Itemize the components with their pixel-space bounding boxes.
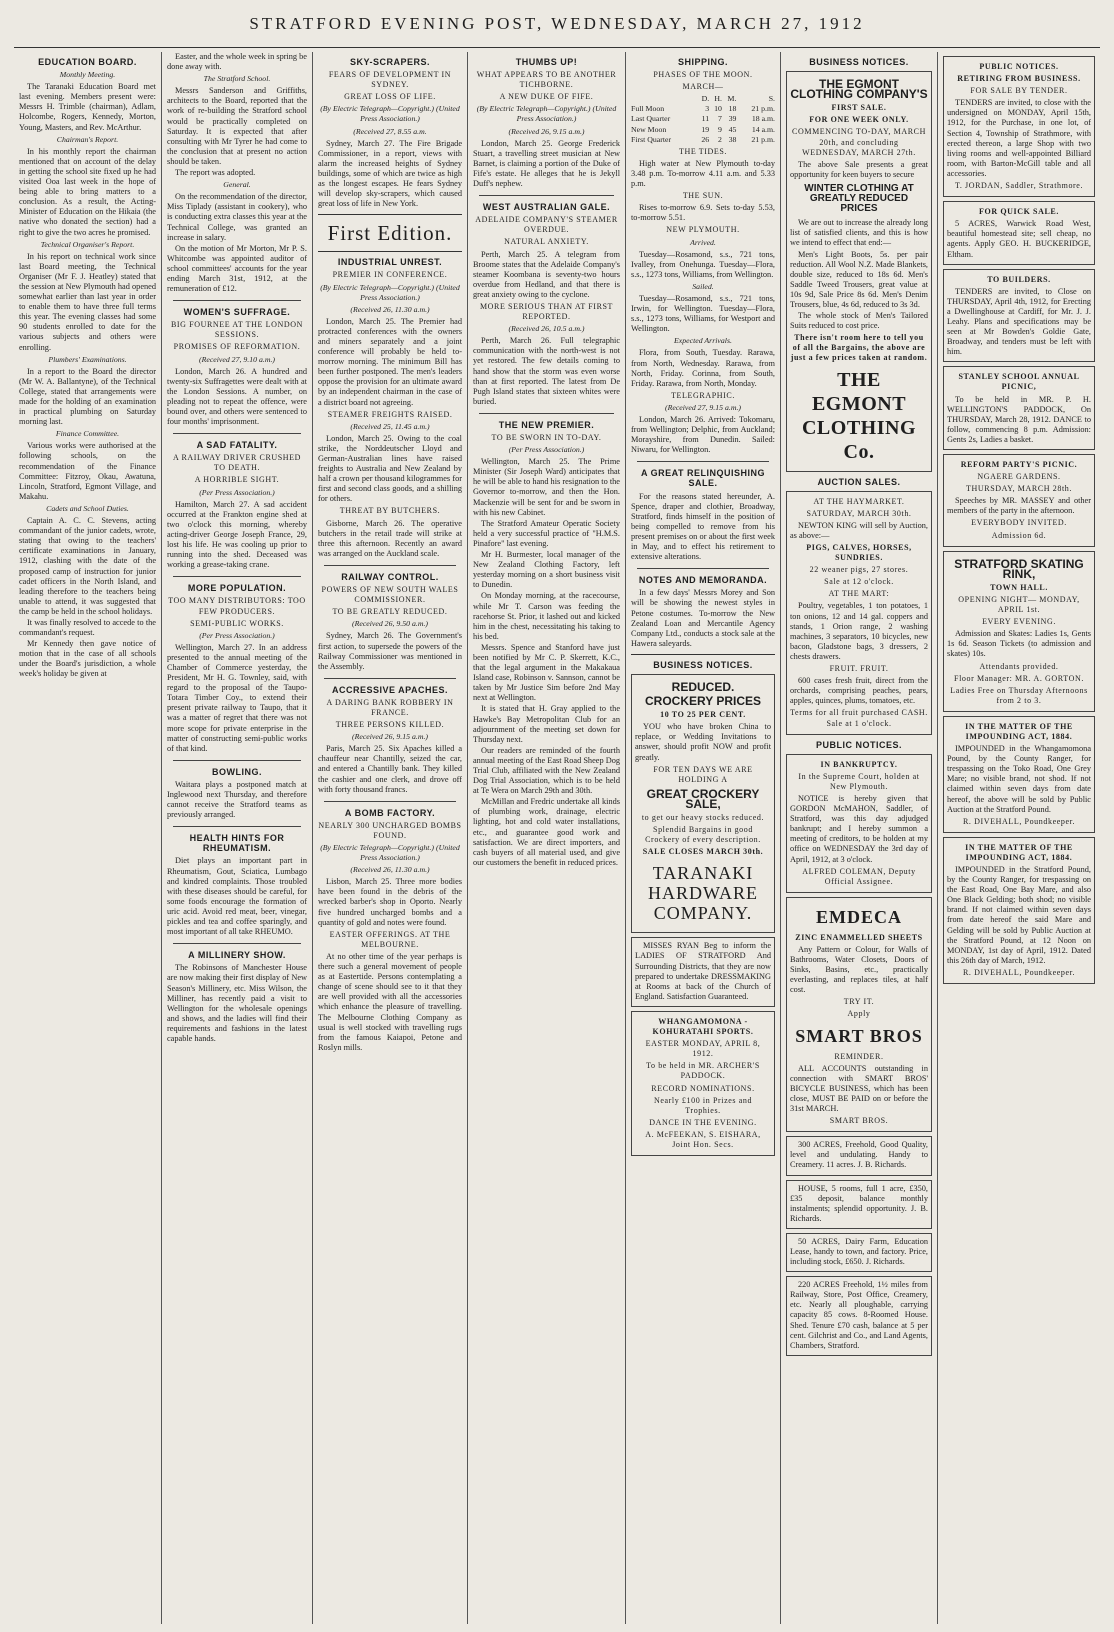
ad-text: AT THE MART: <box>828 589 890 599</box>
ad-quick-sale <box>943 201 1095 264</box>
ad-text: Ladies Free on Thursday Afternoons from 2 to 3. <box>950 685 1088 705</box>
heading-womens-suffrage: WOMEN'S SUFFRAGE. <box>183 307 291 318</box>
moon-table-cell: 26 <box>701 134 710 144</box>
article-text: In a few days' Messrs Morey and Son will be showing the newest styles in Petone costumes. To-morrow the New Zealand Loan and Mercantile Agency Company Ltd., conducts a stock sale at the Hawera saleyards. <box>631 588 775 648</box>
ad-text: THURSDAY, MARCH 28th. <box>966 484 1072 494</box>
heading-shipping: SHIPPING. <box>677 57 728 67</box>
moon-table-cell: 3 <box>705 104 710 114</box>
subheading: NEARLY 300 UNCHARGED BOMBS FOUND. <box>318 820 462 840</box>
moon-table-row <box>631 94 775 104</box>
ad-text: GREAT CROCKERY SALE, <box>646 786 760 811</box>
ad-text: NGAERE GARDENS. <box>977 472 1061 482</box>
press-line: (By Electric Telegraph—Copyright.) (United Press Association.) <box>320 104 460 124</box>
subheading: PROMISES OF REFORMATION. <box>173 342 301 352</box>
article-text: On the motion of Mr Morton, Mr P. S. Whitcombe was appointed auditor of school committees' accounts for the year ending March 31st, 1912, at the remuneration of £12. <box>167 243 307 294</box>
ad-text: MISSES RYAN Beg to inform the LADIES OF STRATFORD And Surrounding Districts, that they are now prepared to undertake DRESSMAKING at Rooms at back of the Church of England. Satisfaction Guaranteed. <box>635 941 771 1001</box>
article-text: Easter, and the whole week in spring be done away with. <box>167 52 307 72</box>
article-text: In his report on technical work since last Board meeting, the Technical Organiser (Mr F. J. Heatley) stated that the session at New Plymouth had opened somewhat earlier than last year in order to enable them to have three full terms this year. The evening classes had some 90 students enrolled to date for the various subjects and others were enrolling. <box>19 251 156 352</box>
moon-table-cell: New Moon <box>631 124 667 134</box>
ad-text: 10 TO 25 PER CENT. <box>660 710 746 720</box>
divider <box>173 576 301 577</box>
moon-table-cell: 38 <box>728 134 737 144</box>
subheading: THREAT BY BUTCHERS. <box>339 506 441 516</box>
moon-table-cell: 14 a.m. <box>751 124 775 134</box>
heading-more-population: MORE POPULATION. <box>187 583 287 594</box>
column-4 <box>468 52 626 1624</box>
ad-text: FOR SALE BY TENDER. <box>970 86 1068 96</box>
ad-text: Nearly £100 in Prizes and Trophies. <box>653 1095 753 1115</box>
subheading: PREMIER IN CONFERENCE. <box>332 270 448 280</box>
article-text: Messrs. Spence and Stanford have just been notified by Mr C. P. Skerrett, K.C., that the legal argument in the Makakaua Island case, Robinson v. Sannson, cannot be taken by Mr Justice Sim before 2nd May next at Wellington. <box>473 642 620 703</box>
subheading: THE SUN. <box>682 191 724 201</box>
ad-text: ZINC ENAMMELLED SHEETS <box>795 932 923 942</box>
heading-west-australian-gale: WEST AUSTRALIAN GALE. <box>482 202 611 213</box>
divider <box>637 568 769 569</box>
ad-text: We are out to increase the already long list of satisfied clients, and this is how we intend to effect that end:— <box>790 218 928 248</box>
moon-table-cell: 19 <box>701 124 710 134</box>
heading-health-hints: HEALTH HINTS FOR RHEUMATISM. <box>189 833 285 854</box>
ad-text: IN THE MATTER OF THE IMPOUNDING ACT, 1884. <box>965 842 1073 862</box>
divider <box>324 801 456 802</box>
article-text: Flora, from South, Tuesday. Rarawa, from North, Wednesday. Rarawa, from North, Friday. Corinna, from South, Friday. Rarawa, from North, Monday. <box>631 348 775 388</box>
article-text: In a report to the Board the director (Mr W. A. Ballantyne), of the Technical College, stated that arrangements were made for the holding of an examination in practical plumbing on Saturday morning last. <box>19 366 156 427</box>
heading-railway-control: RAILWAY CONTROL. <box>341 571 439 582</box>
moon-table-cell: M. <box>727 94 737 104</box>
ad-builders <box>943 269 1095 363</box>
moon-table-row <box>631 125 775 135</box>
moon-table-cell: 21 p.m. <box>751 134 775 144</box>
ad-text: STRATFORD SKATING RINK, <box>954 556 1084 581</box>
subheading: A RAILWAY DRIVER CRUSHED TO DEATH. <box>172 453 302 473</box>
ad-text: NEWTON KING will sell by Auction, as above:— <box>790 520 928 540</box>
ad-text: Floor Manager: MR. A. GORTON. <box>954 673 1084 683</box>
heading-industrial-unrest: INDUSTRIAL UNREST. <box>337 257 443 268</box>
divider <box>324 565 456 566</box>
article-text: Perth, March 25. A telegram from Broome states that the Adelaide Company's steamer Koombana is seventy-two hours overdue from Hedland, and that there is great anxiety owing to the cyclone. <box>473 249 620 299</box>
moon-table-cell: 39 <box>728 114 737 124</box>
article-text: Our readers are reminded of the fourth annual meeting of the East Road Sheep Dog Trial Club, affiliated with the New Zealand Dog Trial Association, which is to be held at Te Wera on March 29th and 30th. <box>473 745 620 796</box>
press-line: (Per Press Association.) <box>199 487 275 497</box>
subheading: TO BE SWORN IN TO-DAY. <box>491 433 602 442</box>
subheading: Plumbers' Examinations. <box>48 354 127 364</box>
article-text: It was finally resolved to accede to the commandant's request. <box>19 617 156 638</box>
heading-millinery-show: A MILLINERY SHOW. <box>188 950 286 961</box>
ad-emdeca <box>786 897 932 1132</box>
first-edition-banner: First Edition. <box>327 221 453 246</box>
ad-text: Admission and Skates: Ladies 1s, Gents 1s 6d. Season Tickets (to admission and skates) 10s. <box>947 629 1091 659</box>
ad-text: FOR TEN DAYS WE ARE HOLDING A <box>653 764 753 784</box>
article-text: London, March 25. Owing to the coal strike, the Norddeutscher Lloyd and German-Australian lines have raised freights to Australia and New Zealand by half a crown per thousand kilogrammes for first and second class goods, and a shilling for others. <box>318 433 462 504</box>
received-line: (Received 26, 11.30 a.m.) <box>350 304 430 314</box>
subheading: MORE SERIOUS THAN AT FIRST REPORTED. <box>479 301 614 322</box>
ad-text: Men's Light Boots, 5s. per pair reduction. All Wool N.Z. Made Blankets, double size, reduced to 18s 6d. Men's Saddle Tweed Trousers, great value at 10s 9d, Sale Price 8s 6d. Men's Denim Trousers, blue, 4s 6d, reduced to 3s 3d. <box>790 249 928 309</box>
heading-thumbs-up: THUMBS UP! <box>515 57 578 67</box>
ad-text: R. DIVEHALL, Poundkeeper. <box>962 967 1076 977</box>
article-text: Diet plays an important part in Rheumatism, Gout, Sciatica, Lumbago and kindred complaints. Those troubled with these diseases should be careful, for some foods encourage the formation of uric acid. Avoid red meat, beer, vinegar, pickles and tea and coffee sparingly, and most important of all take RHEUMO. <box>167 856 307 937</box>
subheading: Finance Committee. <box>55 429 120 439</box>
ad-text: IMPOUNDED in the Stratford Pound, by the County Ranger, for trespassing on the East Road, One Bay Mare, and also One Black Gelding; both shod; no visible brand. If not claimed within seven days from date hereof the said Mare and Gelding will be sold by Public Auction at the Stratford Pound, at 12 Noon on MONDAY, 1st day of April, 1912. Dated this 26th day of March, 1912. <box>947 865 1091 965</box>
article-text: London, March 25. The Premier had protracted conferences with the owners and miners separately and a joint conference will probably be held to-morrow morning. The minimum Bill has been further postponed. The men's leaders oppose the provision for an ultimate award by an independent chairman in the case of a district board not agreeing. <box>318 316 462 407</box>
ad-text: To be held in MR. ARCHER'S PADDOCK. <box>646 1061 760 1081</box>
divider <box>631 654 775 655</box>
heading-auction-sales: AUCTION SALES. <box>817 476 901 487</box>
heading-bomb-factory: A BOMB FACTORY. <box>344 807 436 818</box>
moon-table-heading: MARCH— <box>682 82 724 92</box>
ad-text: TO BUILDERS. <box>987 274 1051 284</box>
ad-text: 5 ACRES, Warwick Road West, beautiful homestead site; sell cheap, no agents. Apply GEO. H. BUCKERIDGE, Eltham. <box>947 219 1091 259</box>
ad-text: to get our heavy stocks reduced. <box>641 813 765 822</box>
ad-emdeca-title: EMDECA <box>816 906 902 927</box>
ad-text: 50 ACRES, Dairy Farm, Education Lease, handy to town, and factory. Price, including stock, £650. J. Richards. <box>790 1236 928 1267</box>
ad-text: FRUIT. FRUIT. <box>829 664 889 674</box>
article-text: Waitara plays a postponed match at Inglewood next Thursday, and therefore cannot receive the Stratford teams as previously arranged. <box>167 779 307 820</box>
divider <box>173 943 301 944</box>
ad-text: HOUSE, 5 rooms, full 1 acre, £350, £35 deposit, balance monthly instalments; splendid opportunity. J. B. Richards. <box>790 1183 928 1223</box>
ad-bankruptcy <box>786 754 932 893</box>
ad-reform-picnic <box>943 454 1095 547</box>
moon-table-cell: 18 <box>728 104 737 114</box>
subheading: BIG FOURNEE AT THE LONDON SESSIONS. <box>170 320 304 340</box>
ad-text: EVERYBODY INVITED. <box>971 518 1067 528</box>
divider <box>637 461 769 462</box>
article-text: The report was adopted. <box>175 168 256 178</box>
moon-table-cell: Last Quarter <box>631 114 671 124</box>
press-line: (Per Press Association.) <box>508 445 585 455</box>
received-line: (Received 27, 9.15 a.m.) <box>665 402 741 412</box>
heading-business-notices: BUSINESS NOTICES. <box>653 659 753 670</box>
article-text: Sydney, March 27. The Fire Brigade Commissioner, in a report, views with alarm the increased heights of Sydney buildings, some of which are twice as high as the longest escapes. He fears Sydney will develop sky-scrapers, which caused great loss of life in New York. <box>318 138 462 209</box>
article-text: Hamilton, March 27. A sad accident occurred at the Frankton engine shed at two o'clock this morning, whereby acting-driver George Joseph France, 29, lost his life. He was cooling up prior to running into the shed. Deceased was working a grease-taking crane. <box>167 499 307 570</box>
moon-table-row <box>631 104 775 114</box>
ad-text: A. McFEEKAN, S. EISHARA, Joint Hon. Secs. <box>645 1129 761 1149</box>
ad-text: NOTICE is hereby given that GORDON McMAHON, Saddler, of Stratford, was this day adjudged bankrupt; and I hereby summon a meeting of creditors, to be holden at my office on WEDNESDAY the 3rd day of April, 1912, at 3 o'clock. <box>790 793 928 864</box>
ad-egmont-clothing <box>786 71 932 471</box>
ad-text: ALL ACCOUNTS outstanding in connection with SMART BROS' BICYCLE BUSINESS, which has been close, MUST BE PAID on or before the 31st MARCH. <box>790 1063 928 1114</box>
subheading: Sailed. <box>692 281 714 291</box>
ad-text: IMPOUNDED in the Whangamomona Pound, by the County Ranger, for trespassing on the Toko Road, One Grey Mare; no visible brand, not shod. If not claimed within seven days from date hereof, the above will be sold by Public Auction at the Stratford Pound. <box>947 744 1091 814</box>
ad-stanley-picnic <box>943 366 1095 450</box>
subheading: A DARING BANK ROBBERY IN FRANCE. <box>326 697 454 717</box>
moon-table-cell: First Quarter <box>631 134 672 144</box>
ad-text: SATURDAY, MARCH 30th. <box>806 508 912 518</box>
ad-text: 220 ACRES Freehold, 1½ miles from Railway, Store, Post Office, Creamery, etc. Nearly all ploughable, carrying capacity 85 cows. 8-Roomed House. Shed. Tenure £70 cash, balance at 5 per cent. Gilchrist and Co., and Land Agents, Chambers, Stratford. <box>790 1280 928 1350</box>
ad-text: TENDERS are invited, to Close on THURSDAY, April 4th, 1912, for Erecting a Dwellinghouse at Cardiff, for Mr. J. J. Leahy. Plans and specifications may be seen at Mr Bowden's Goldie Gate, Broadway, and tenders must be left with him. <box>947 286 1091 357</box>
ad-text: In the Supreme Court, holden at New Plymouth. <box>798 771 920 791</box>
moon-table-cell: 2 <box>718 134 722 144</box>
ad-text: Splendid Bargains in good Crockery of every description. <box>645 825 761 845</box>
article-text: Rises to-morrow 6.9. Sets to-day 5.53, to-morrow 5.51. <box>631 203 775 223</box>
ad-sports <box>631 1011 775 1156</box>
subheading: GREAT LOSS OF LIFE. <box>344 92 436 102</box>
moon-table-cell: 11 <box>701 114 710 124</box>
ad-text: EVERY EVENING. <box>982 617 1056 627</box>
heading-education-board: EDUCATION BOARD. <box>38 57 137 67</box>
subheading: PHASES OF THE MOON. <box>653 70 753 80</box>
article-text: London, March 26. A hundred and twenty-six Suffragettes were dealt with at the London Sessions. A number, on pleading not to repeat the offence, were bound over, and others were sentenced to four months' imprisonment. <box>167 366 307 427</box>
ad-text: STANLEY SCHOOL ANNUAL PICNIC, <box>958 372 1080 392</box>
heading-relinquishing-sale: A GREAT RELINQUISHING SALE. <box>640 468 765 489</box>
subheading: Technical Organiser's Report. <box>40 239 135 249</box>
divider <box>479 195 614 196</box>
received-line: (Received 26, 9.15 a.m.) <box>352 732 428 742</box>
ad-text: YOU who have broken China to replace, or Wedding Invitations to answer, should profit NOW and profit greatly. <box>635 722 771 762</box>
press-line: (By Electric Telegraph—Copyright.) (United Press Association.) <box>320 282 460 302</box>
subheading: Chairman's Report. <box>56 134 119 144</box>
ad-text: RECORD NOMINATIONS. <box>651 1083 755 1093</box>
heading-sad-fatality: A SAD FATALITY. <box>196 440 278 451</box>
column-3 <box>313 52 468 1624</box>
ad-skating-rink <box>943 551 1095 712</box>
article-text: McMillan and Fredric undertake all kinds of plumbing work, drainage, electric lighting, hot and cold water installations, etc., and guarantee good work and satisfaction. We are direct importers, and cash buyers of all material used, and give our customers the benefit in reduced prices. <box>473 797 620 867</box>
subheading: TO BE GREATLY REDUCED. <box>332 607 448 617</box>
divider <box>173 826 301 827</box>
ad-text: REMINDER. <box>834 1051 884 1061</box>
article-text: Various works were authorised at the following schools, on the recommendation of the Finance Committee: Fitzroy, Okau, Awatuna, Lincoln, Stratford, Egmont Village, and Makahu. <box>19 441 156 501</box>
moon-table-cell: Full Moon <box>631 104 665 114</box>
moon-table-cell: S. <box>768 94 775 104</box>
ad-text: 300 ACRES, Freehold, Good Quality, level and undulating. Handy to Creamery. 11 acres. J. B. Richards. <box>790 1140 928 1170</box>
column-7 <box>938 52 1100 1624</box>
columns <box>14 52 1100 1624</box>
subheading: FEARS OF DEVELOPMENT IN SYDNEY. <box>328 70 452 90</box>
press-line: (Per Press Association.) <box>199 630 275 640</box>
article-text: Captain A. C. C. Stevens, acting commandant of the junior cadets, wrote, stating that owing to the teachers' certificate examinations in January, 1912, clashing with the date of the proposed camp of instruction for junior cadet officers in the North Island, and leading therefore to the teachers being unable to attend, it was suggested that the camp be held in the school holidays. <box>19 516 156 616</box>
article-text: Mr H. Burmester, local manager of the New Zealand Clothing Factory, left yesterday morning on a short business visit to Dunedin. <box>473 550 620 590</box>
heading-new-premier: THE NEW PREMIER. <box>498 419 595 430</box>
moon-table-cell: 45 <box>728 124 737 134</box>
moon-table-cell: 10 <box>714 104 722 114</box>
ad-land-50 <box>786 1233 932 1272</box>
subheading: NATURAL ANXIETY. <box>504 237 589 247</box>
ad-text: FOR ONE WEEK ONLY. <box>809 115 909 125</box>
ad-text: There isn't room here to tell you of all the Bargains, the above are just a few prices taken at random. <box>790 333 928 363</box>
moon-phases-table <box>631 94 775 144</box>
column-6 <box>781 52 938 1624</box>
ad-text: The whole stock of Men's Tailored Suits reduced to cost price. <box>790 311 928 331</box>
article-text: Perth, March 26. Full telegraphic communication with the north-west is not yet restored. The few details coming to hand show that the storm was even worse than at first reported. The latest from De Pugh Island states that sixteen whites were buried. <box>473 336 620 406</box>
divider <box>173 760 301 761</box>
ad-text: T. JORDAN, Saddler, Strathmore. <box>954 181 1084 191</box>
heading-business-notices: BUSINESS NOTICES. <box>809 57 909 67</box>
ad-crockery <box>631 674 775 933</box>
received-line: (Received 25, 11.45 a.m.) <box>350 421 430 431</box>
column-1 <box>14 52 162 1624</box>
column-2 <box>162 52 313 1624</box>
article-text: The Taranaki Education Board met last evening. Members present were: Messrs H. Trimble (chairman), Adlam, Holcombe, Rogers, Kennedy, Morton, Young, Masters, and Rev. McArthur. <box>19 82 156 132</box>
moon-table-cell: 9 <box>718 124 722 134</box>
press-line: (By Electric Telegraph—Copyright.) (United Press Association.) <box>476 104 617 124</box>
article-text: Gisborne, March 26. The operative butchers in the retail trade will strike at three this afternoon. Recently an award was arranged on the Auckland scale. <box>318 518 462 558</box>
divider <box>173 433 301 434</box>
subheading: EASTER OFFERINGS. AT THE MELBOURNE. <box>329 929 451 949</box>
ad-text: TRY IT. <box>843 997 875 1007</box>
ad-misses-ryan <box>631 937 775 1007</box>
ad-text: THE EGMONT CLOTHING COMPANY'S <box>790 77 928 102</box>
moon-table-cell: 18 a.m. <box>751 114 775 124</box>
ad-text: Speeches by MR. MASSEY and other members of the party in the afternoon. <box>947 496 1091 516</box>
ad-text: TOWN HALL. <box>990 582 1048 592</box>
article-text: Lisbon, March 25. Three more bodies have been found in the debris of the wrecked barber's shop in Oporto. Nearly five hundred uncharged bombs and a quantity of gold and notes were found. <box>318 877 462 927</box>
ad-text: TENDERS are invited, to close with the undersigned on MONDAY, April 15th, 1912, for the Purchase, in one lot, of Section 4, Township of Strathmore, with erected thereon, a large Shop with two living rooms and well-appointed Billiard room, with Barton-McGill table and all accessories. <box>947 98 1091 178</box>
ad-text: Sale at 12 o'clock. <box>824 577 894 587</box>
article-text: London, March 25. George Frederick Stuart, a travelling street musician at New Barnet, is claiming a portion of the Duke of Fife's estate. He alleges that he is Jekyll Duff's nephew. <box>473 138 620 189</box>
article-text: High water at New Plymouth to-day 3.48 p.m. To-morrow 4.11 a.m. and 5.33 p.m. <box>631 158 775 189</box>
received-line: (Received 27, 9.10 a.m.) <box>199 354 275 364</box>
subheading: The Stratford School. <box>203 74 271 84</box>
subheading: WHAT APPEARS TO BE ANOTHER TICHBORNE. <box>476 70 617 90</box>
ad-text: DANCE IN THE EVENING. <box>649 1117 757 1127</box>
article-text: London, March 26. Arrived: Tokomaru, from Wellington; Delphic, from Auckland; Morayshire, from Dunedin. Sailed: Niwaru, for Wellington. <box>631 415 775 455</box>
article-text: Tuesday—Rosamond, s.s., 721 tons, Irwin, for Wellington. Tuesday—Flora, s.s., 1273 tons, Williams, for Westport and Wellington. <box>631 293 775 334</box>
subheading: A HORRIBLE SIGHT. <box>194 475 280 485</box>
article-text: The Robinsons of Manchester House are now making their first display of New Season's Millinery, etc. Miss Wilson, the Milliner, has recently paid a visit to Wellington for the wholesale openings and shows, and the ladies will find their requirements and fashions in the latest capable hands. <box>167 963 307 1043</box>
moon-table-cell: H. <box>714 94 722 104</box>
heading-bowling: BOWLING. <box>212 766 262 777</box>
subheading: THE TIDES. <box>678 146 728 156</box>
subheading: TELEGRAPHIC. <box>671 390 735 400</box>
moon-table-row <box>631 135 775 145</box>
ad-retiring <box>943 56 1095 197</box>
ad-text: AT THE HAYMARKET. <box>813 496 905 506</box>
ad-text: R. DIVEHALL, Poundkeeper. <box>962 816 1076 826</box>
subheading: General. <box>223 180 251 190</box>
ad-text: SMART BROS. <box>829 1116 889 1126</box>
article-text: Mr Kennedy then gave notice of motion that in the case of all schools under the Board's jurisdiction, a whole week's holiday be given at <box>19 639 156 679</box>
received-line: (Received 27, 8.55 a.m. <box>353 126 427 136</box>
heading-aggressive-apaches: ACCRESSIVE APACHES. <box>331 684 449 695</box>
article-text: Wellington, March 25. The Prime Minister (Sir Joseph Ward) anticipates that he will be able to hand his resignation to the Governor to-morrow, and then the Hon. Mackenzie will be sent for and be sworn in with his new Cabinet. <box>473 457 620 517</box>
received-line: (Received 26, 9.15 a.m.) <box>508 126 585 136</box>
divider <box>479 413 614 414</box>
article-text: Messrs Sanderson and Griffiths, architects to the Board, reported that the work of re-building the Stratford school would be practically completed on Saturday. It is expected that after consulting with Mr Tyrer he had come to the conclusion that at present no action should be taken. <box>167 86 307 166</box>
subheading: ADELAIDE COMPANY'S STEAMER OVERDUE. <box>475 215 618 235</box>
ad-smart-bros: SMART BROS <box>795 1025 923 1046</box>
ad-text: IN THE MATTER OF THE IMPOUNDING ACT, 1884. <box>965 721 1073 741</box>
article-text: The Stratford Amateur Operatic Society held a very successful practice of "H.M.S. Pinafore" last evening. <box>473 518 620 548</box>
ad-text: 22 weaner pigs, 27 stores. <box>809 565 909 575</box>
subheading: Expected Arrivals. <box>674 336 732 346</box>
received-line: (Received 26, 10.5 a.m.) <box>508 324 585 334</box>
article-text: For the reasons stated hereunder, A. Spence, draper and clothier, Broadway, Stratford, finds himself in the position of being compelled to remove from his present premises on or about the first week in May, and to effect his retirement to extensive alterations. <box>631 491 775 562</box>
heading-notes-memoranda: NOTES AND MEMORANDA. <box>638 575 768 586</box>
ad-text: Terms for all fruit purchased CASH. Sale at 1 o'clock. <box>790 708 928 728</box>
article-text: Tuesday—Rosamond, s.s., 721 tons, Ivalley, from Onehunga. Tuesday—Flora, s.s., 1273 tons, Williams, from Wellington. <box>631 249 775 279</box>
subheading: Cadets and School Duties. <box>46 503 129 513</box>
subheading: SEMI-PUBLIC WORKS. <box>190 618 284 628</box>
divider <box>324 678 456 679</box>
ad-text: SALE CLOSES MARCH 30th. <box>642 847 764 857</box>
ad-text: IN BANKRUPTCY. <box>820 759 898 769</box>
ad-text: ALFRED COLEMAN, Deputy Official Assignee. <box>802 866 916 886</box>
article-text: In his monthly report the chairman mentioned that on account of the delay in getting the school site fixed up he had visited Ooa last week in the hope of being able to bring matters to a conclusion. As a result, the Acting-Minister of Education on the Hikaia (the native who donated the section) had a right to give the two acres he promised. <box>19 146 156 237</box>
received-line: (Received 26, 9.50 a.m.) <box>352 619 428 629</box>
ad-text: FIRST SALE. <box>831 103 887 113</box>
heading-public-notices: PUBLIC NOTICES. <box>815 739 902 750</box>
ad-text: RETIRING FROM BUSINESS. <box>957 74 1081 84</box>
press-line: (By Electric Telegraph—Copyright.) (United Press Association.) <box>320 843 460 863</box>
moon-table-cell: 21 p.m. <box>751 104 775 114</box>
ad-text: Apply <box>847 1009 871 1019</box>
subheading-monthly-meeting: Monthly Meeting. <box>59 70 116 80</box>
egmont-clothing-banner: THE EGMONT CLOTHING Co. <box>801 368 917 463</box>
divider <box>318 214 462 215</box>
subheading: Arrived. <box>690 237 716 247</box>
moon-table-row <box>631 114 775 124</box>
heading-sky-scrapers: SKY-SCRAPERS. <box>349 57 431 67</box>
article-text: It is stated that H. Gray applied to the Hawke's Bay Metropolitan Club for an adjournment of the meeting set down for Thursday next. <box>473 704 620 744</box>
masthead: STRATFORD EVENING POST, WEDNESDAY, MARCH 27, 1912 <box>14 10 1100 48</box>
ad-text: Admission 6d. <box>991 530 1047 540</box>
ad-text: COMMENCING TO-DAY, MARCH 20th, and concluding WEDNESDAY, MARCH 27th. <box>792 127 926 157</box>
moon-table-cell: 7 <box>718 114 722 124</box>
ad-text: OPENING NIGHT— MONDAY, APRIL 1st. <box>958 594 1080 615</box>
article-text: On Monday morning, at the racecourse, while Mr T. Carson was feeding the racehorse St. Prior, it lashed out and kicked him in the chest, necessitating his taking to his bed. <box>473 591 620 641</box>
ad-taranaki-hardware: TARANAKI HARDWARE COMPANY. <box>648 863 758 924</box>
subheading: STEAMER FREIGHTS RAISED. <box>327 409 453 419</box>
ad-text: To be held in MR. P. H. WELLINGTON'S PADDOCK, On THURSDAY, March 28, 1912. DANCE to follow, commencing 8 p.m. Admission: Gents 2s, Ladies a basket. <box>947 394 1091 444</box>
moon-table-cell <box>631 94 696 104</box>
ad-land-300 <box>786 1136 932 1175</box>
article-text: On the recommendation of the director, Miss Tiplady (assistant in cookery), who is conducting extra classes this year at the Technical College, was granted an increase in salary. <box>167 192 307 242</box>
ad-text: WHANGAMOMONA - KOHURATAHI SPORTS. <box>652 1016 754 1037</box>
subheading: A NEW DUKE OF FIFE. <box>499 92 594 102</box>
ad-text: REDUCED. <box>671 679 735 694</box>
ad-text: PUBLIC NOTICES. <box>979 62 1059 71</box>
article-text: Sydney, March 26. The Government's first action, to supersede the powers of the Railway Commissioner was mentioned in the Assembly. <box>318 631 462 671</box>
subheading: POWERS OF NEW SOUTH WALES COMMISSIONER. <box>321 585 459 605</box>
received-line: (Received 26, 11.30 a.m.) <box>350 865 430 875</box>
column-5 <box>626 52 781 1624</box>
ad-text: FOR QUICK SALE. <box>979 207 1059 217</box>
ad-house <box>786 1180 932 1229</box>
ad-text: Any Pattern or Colour, for Walls of Bathrooms, Water Closets, Doors of Sinks, Basins, etc., practically everlasting, and replaces tiles, at half cost. <box>790 944 928 995</box>
moon-table-cell: D. <box>701 94 710 104</box>
ad-text: EASTER MONDAY, APRIL 8, 1912. <box>645 1039 761 1059</box>
ad-text: Attendants provided. <box>979 661 1059 671</box>
article-text: Paris, March 25. Six Apaches killed a chauffeur near Chantilly, seized the car, and entered a Chantilly bank. They killed the cashier and one clerk, and drove off with forty thousand francs. <box>318 744 462 794</box>
ad-impounding-2 <box>943 837 1095 984</box>
article-text: Wellington, March 27. In an address presented to the annual meeting of the Chamber of Commerce yesterday, the President, Mr H. G. Townley, said, with regard to the proposal of the Taupo-Totara Timber Coy., to extend their present private railway to Taupo, that it was a matter of regret that there was not more scope for private enterprise in the matter of constructing semi-public works of that kind. <box>167 642 307 753</box>
subheading: NEW PLYMOUTH. <box>666 225 740 235</box>
ad-land-220 <box>786 1276 932 1356</box>
ad-text: CROCKERY PRICES <box>644 694 762 709</box>
ad-text: 600 cases fresh fruit, direct from the orchards, comprising peaches, pears, apples, quinces, plums, tomatoes, etc. <box>790 676 928 706</box>
subheading: TOO MANY DISTRIBUTORS: TOO FEW PRODUCERS. <box>168 596 306 616</box>
ad-text: PIGS, CALVES, HORSES, SUNDRIES. <box>806 543 912 563</box>
ad-text: Poultry, vegetables, 1 ton potatoes, 1 ton onions, 12 and 14 gal. coppers and stands, 1 Orion range, 2 washing machines, 3 separators, 10 bicycles, new bacon, Gladstone bags, 3 dressers, 2 chests drawers. <box>790 601 928 661</box>
divider <box>318 251 462 252</box>
ad-text: REFORM PARTY'S PICNIC. <box>960 460 1078 469</box>
divider <box>173 300 301 301</box>
article-text: At no other time of the year perhaps is there such a general movement of people as at Eastertide. Persons contemplating a change of scene should see to it that they are well provided with all the accessories which enhance the pleasure of travelling. The Melbourne Clothing Company as usual is well stocked with travelling rugs from the famous Kaiapoi, Petone and Roslyn mills. <box>318 951 462 1052</box>
ad-text: WINTER CLOTHING AT GREATLY REDUCED PRICES <box>804 182 914 215</box>
ad-auction <box>786 491 932 735</box>
ad-text: The above Sale presents a great opportunity for keen buyers to secure <box>790 159 928 179</box>
subheading: THREE PERSONS KILLED. <box>335 720 445 730</box>
ad-impounding-1 <box>943 716 1095 833</box>
